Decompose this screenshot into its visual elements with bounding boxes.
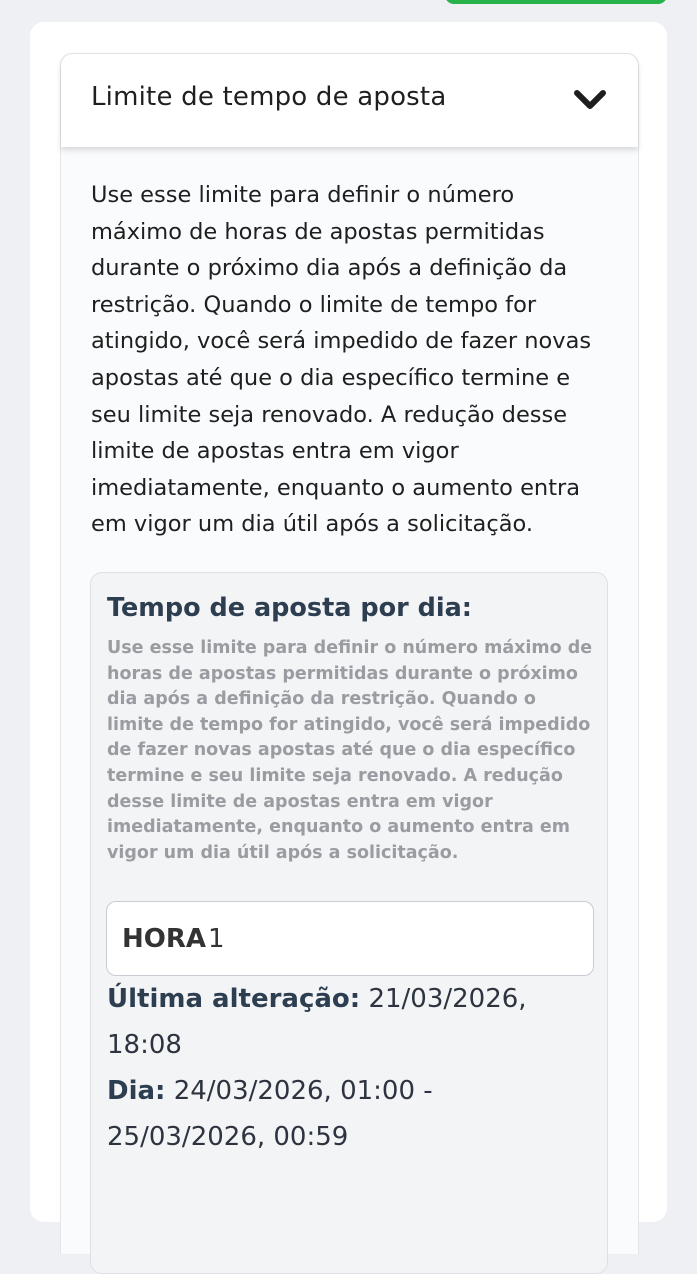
day-value: 24/03/2026, 01:00 - 25/03/2026, 00:59 (107, 1076, 433, 1152)
hours-input-value: 1 (208, 924, 225, 954)
day-label: Dia: (107, 1076, 166, 1106)
last-change-label: Última alteração: (107, 984, 361, 1014)
limit-description: Use esse limite para definir o número máximo de horas de apostas permitidas durante o próximo dia após a definição da restrição. Quando o limite de tempo for atingido, você será impedido de fazer novas apostas até que o dia específico termine e seu limite seja renovado. A redução desse limite de apostas entra em vigor imediatamente, enquanto o aumento entra em vigor um dia útil após a solicitação. (107, 638, 593, 863)
bet-time-limit-accordion (60, 53, 639, 1254)
chevron-down-icon[interactable] (572, 86, 608, 114)
hours-unit-prefix: HORA (122, 924, 207, 954)
limit-title: Tempo de aposta por dia: (107, 593, 473, 623)
limit-meta (107, 976, 577, 1160)
limits-card (30, 22, 667, 1222)
hours-input[interactable] (106, 901, 594, 976)
top-action-button[interactable] (445, 0, 667, 4)
accordion-description: Use esse limite para definir o número máximo de horas de apostas permitidas durante o próximo dia após a definição da restrição. Quando o limite de tempo for atingido, você será impedido de fazer novas apostas até que o dia específico termine e seu limite seja renovado. A redução desse limite de apostas entra em vigor imediatamente, enquanto o aumento entra em vigor um dia útil após a solicitação. (91, 182, 592, 538)
accordion-title: Limite de tempo de aposta (91, 82, 447, 112)
accordion-header[interactable] (61, 54, 638, 147)
daily-time-limit-box (90, 572, 608, 1274)
last-change-value: 21/03/2026, 18:08 (107, 984, 527, 1060)
